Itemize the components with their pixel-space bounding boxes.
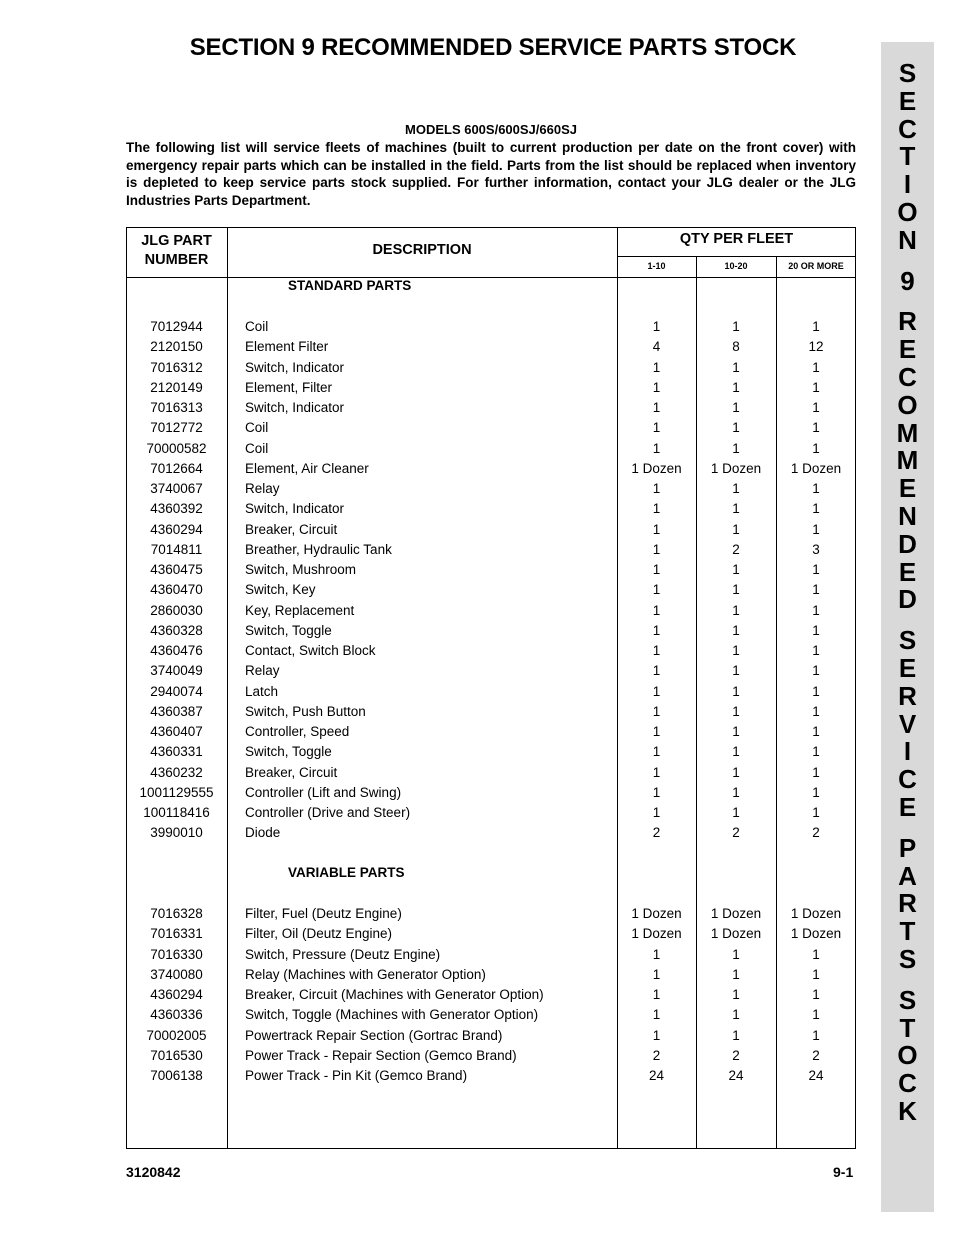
side-tab-letter: D <box>898 528 917 559</box>
qty-1-10-cell: 1 <box>652 541 661 557</box>
variable-parts-heading: VARIABLE PARTS <box>288 865 405 880</box>
side-tab-letter: O <box>897 1040 918 1071</box>
qty-20-or-more-cell: 24 <box>808 1068 824 1083</box>
qty-1-10-cell: 1 <box>652 440 661 456</box>
part-number-cell: 4360470 <box>150 582 203 598</box>
qty-1-10-cell: 1 <box>652 562 661 577</box>
description-cell: Switch, Toggle <box>245 744 332 760</box>
qty-1-10-cell: 1 <box>652 1007 661 1023</box>
description-cell: Switch, Indicator <box>245 501 345 517</box>
qty-20-or-more-cell: 1 <box>812 359 820 375</box>
description-cell: Relay <box>245 663 280 679</box>
table-row <box>126 1026 856 1046</box>
part-number-cell: 100118416 <box>143 805 210 820</box>
table-row <box>126 418 856 438</box>
qty-1-10-cell: 1 <box>652 683 661 699</box>
qty-1-10-cell: 1 Dozen <box>631 460 682 476</box>
qty-20-or-more-cell: 1 Dozen <box>790 460 842 476</box>
qty-10-20-cell: 1 <box>732 946 740 962</box>
part-number-cell: 2120149 <box>150 379 203 395</box>
table-row <box>126 580 856 600</box>
description-cell: Switch, Indicator <box>245 400 345 415</box>
qty-20-or-more-cell: 1 <box>812 1007 820 1023</box>
part-number-cell: 7012944 <box>150 319 203 334</box>
description-cell: Power Track - Pin Kit (Gemco Brand) <box>245 1068 468 1083</box>
part-number-cell: 4360336 <box>150 1007 203 1023</box>
part-number-cell: 4360328 <box>150 622 203 638</box>
qty-20-or-more-cell: 1 <box>812 966 820 982</box>
qty-10-20-cell: 1 <box>732 643 740 658</box>
description-cell: Element, Filter <box>245 379 333 395</box>
table-row <box>126 763 856 783</box>
description-cell: Coil <box>245 420 269 436</box>
qty-10-20-cell: 1 <box>732 379 740 395</box>
table-row <box>126 722 856 742</box>
description-cell: Coil <box>245 319 269 334</box>
description-cell: Switch, Pressure (Deutz Engine) <box>245 946 441 962</box>
qty-1-10-cell: 1 <box>652 744 661 760</box>
qty-10-20-cell: 8 <box>732 339 740 355</box>
qty-20-or-more-cell: 1 <box>812 582 820 598</box>
part-number-cell: 4360475 <box>150 562 203 577</box>
qty-10-20-cell: 1 <box>732 703 740 719</box>
part-number-cell: 1001129555 <box>139 784 214 800</box>
part-number-cell: 7016328 <box>150 906 203 921</box>
table-row <box>126 439 856 459</box>
part-number-cell: 3740049 <box>150 663 203 679</box>
side-tab-letter: 9 <box>900 265 915 296</box>
qty-1-10-cell: 24 <box>648 1068 665 1083</box>
part-number-cell: 2940074 <box>150 683 203 699</box>
qty-10-20-cell: 1 <box>732 319 740 334</box>
qty-10-20-cell: 1 <box>732 622 740 638</box>
qty-20-or-more-cell: 1 <box>812 744 820 760</box>
part-number-cell: 70002005 <box>146 1027 207 1043</box>
standard-parts-heading: STANDARD PARTS <box>288 278 412 293</box>
side-tab-letter: D <box>898 584 917 615</box>
description-cell: Switch, Mushroom <box>245 562 357 577</box>
qty-10-20-cell: 1 <box>732 521 740 537</box>
qty-10-20-cell: 1 <box>732 744 740 760</box>
section-side-tab <box>881 42 934 1212</box>
table-row <box>126 985 856 1005</box>
qty-1-10-cell: 1 <box>652 481 661 496</box>
side-tab-letter: R <box>898 306 917 337</box>
part-number-cell: 3740080 <box>150 966 203 982</box>
part-number-cell: 7016312 <box>150 359 203 375</box>
side-tab-letter: E <box>898 791 917 822</box>
description-cell: Switch, Indicator <box>245 359 345 375</box>
description-cell: Filter, Oil (Deutz Engine) <box>245 926 393 942</box>
side-tab-letter: C <box>898 113 917 144</box>
table-row <box>126 479 856 499</box>
qty-10-20-cell: 1 <box>732 582 740 598</box>
qty-1-10-cell: 1 <box>652 400 661 415</box>
qty-10-20-cell: 1 <box>732 359 740 375</box>
table-row <box>126 1005 856 1025</box>
table-row <box>126 742 856 762</box>
table-row <box>126 398 856 418</box>
table-row <box>126 1066 856 1086</box>
qty-20-or-more-cell: 1 <box>812 764 820 780</box>
side-tab-letter: C <box>898 764 917 795</box>
description-cell: Contact, Switch Block <box>245 643 376 658</box>
description-cell: Controller (Drive and Steer) <box>245 805 411 820</box>
qty-20-or-more-cell: 1 <box>812 784 820 800</box>
qty-10-20-cell: 1 <box>732 440 740 456</box>
qty-1-10-cell: 1 <box>652 946 661 962</box>
qty-1-10-cell: 1 <box>652 764 661 780</box>
part-number-cell: 3990010 <box>150 825 203 841</box>
description-cell: Filter, Fuel (Deutz Engine) <box>245 906 402 921</box>
qty-10-20-cell: 1 <box>732 683 740 699</box>
qty-20-or-more-cell: 1 <box>812 400 820 415</box>
qty-1-10-cell: 2 <box>652 1047 661 1063</box>
qty-1-10-cell: 1 <box>652 784 661 800</box>
models-heading: MODELS 600S/600SJ/660SJ <box>405 122 577 137</box>
table-row <box>126 520 856 540</box>
table-row <box>126 661 856 681</box>
side-tab-letter: M <box>896 445 919 476</box>
part-number-cell: 3740067 <box>150 481 203 496</box>
part-number-cell: 7014811 <box>150 541 203 557</box>
table-row <box>126 641 856 661</box>
description-cell: Switch, Toggle (Machines with Generator Option) <box>245 1007 539 1023</box>
qty-1-10-cell: 1 Dozen <box>631 906 682 921</box>
qty-1-10-cell: 1 <box>652 359 661 375</box>
header-divider <box>617 256 856 257</box>
part-number-cell: 2120150 <box>150 339 203 355</box>
qty-20-or-more-cell: 1 <box>812 440 820 456</box>
part-number-cell: 7016313 <box>150 400 203 415</box>
qty-20-or-more-cell: 1 <box>812 501 820 517</box>
qty-1-10-cell: 1 <box>652 501 661 517</box>
qty-20-or-more-cell: 2 <box>812 825 820 841</box>
qty-1-10-cell: 1 <box>652 643 661 658</box>
qty-20-or-more-cell: 1 <box>812 1027 820 1043</box>
qty-10-20-cell: 1 Dozen <box>710 926 762 942</box>
qty-20-or-more-cell: 1 <box>812 319 820 334</box>
qty-10-20-cell: 1 <box>732 481 740 496</box>
table-row <box>126 621 856 641</box>
header-qty-1-10: 1-10 <box>647 261 666 271</box>
qty-10-20-cell: 1 <box>732 966 740 982</box>
qty-1-10-cell: 1 <box>652 724 661 739</box>
table-row <box>126 682 856 702</box>
qty-20-or-more-cell: 1 <box>812 724 820 739</box>
qty-20-or-more-cell: 1 <box>812 683 820 699</box>
description-cell: Switch, Push Button <box>245 703 366 719</box>
side-tab-letter: I <box>903 736 912 767</box>
side-tab-letter: N <box>898 224 917 255</box>
qty-20-or-more-cell: 1 <box>812 946 820 962</box>
qty-20-or-more-cell: 1 Dozen <box>790 926 842 942</box>
part-number-cell: 7012664 <box>150 460 203 476</box>
qty-10-20-cell: 1 <box>732 987 740 1002</box>
qty-20-or-more-cell: 1 <box>812 987 820 1002</box>
table-row <box>126 317 856 337</box>
qty-1-10-cell: 1 <box>652 319 661 334</box>
description-cell: Controller, Speed <box>245 724 350 739</box>
qty-20-or-more-cell: 1 <box>812 703 820 719</box>
qty-10-20-cell: 1 <box>732 784 740 800</box>
qty-1-10-cell: 1 <box>652 1027 661 1043</box>
document-number: 3120842 <box>126 1164 181 1180</box>
part-number-cell: 4360476 <box>150 643 203 658</box>
qty-1-10-cell: 1 <box>652 582 661 598</box>
part-number-cell: 4360407 <box>150 724 203 739</box>
table-row <box>126 783 856 803</box>
part-number-cell: 4360331 <box>150 744 203 760</box>
qty-1-10-cell: 1 <box>652 663 661 679</box>
description-cell: Powertrack Repair Section (Gortrac Brand) <box>245 1027 503 1043</box>
qty-20-or-more-cell: 1 <box>812 663 820 679</box>
description-cell: Switch, Key <box>245 582 316 598</box>
side-tab-letter: O <box>897 389 918 420</box>
qty-1-10-cell: 2 <box>652 825 661 841</box>
qty-1-10-cell: 1 <box>652 987 661 1002</box>
side-tab-letter: E <box>898 85 917 116</box>
side-tab-letter: R <box>898 680 917 711</box>
table-row <box>126 924 856 944</box>
qty-10-20-cell: 2 <box>732 541 740 557</box>
part-number-cell: 7016530 <box>150 1047 203 1063</box>
qty-20-or-more-cell: 1 <box>812 602 820 618</box>
side-tab-letter: E <box>898 556 917 587</box>
description-cell: Relay <box>245 481 280 496</box>
qty-1-10-cell: 1 <box>652 805 661 820</box>
qty-1-10-cell: 1 <box>652 521 661 537</box>
part-number-cell: 7012772 <box>150 420 203 436</box>
description-cell: Switch, Toggle <box>245 622 332 638</box>
side-tab-letter: V <box>898 708 917 739</box>
part-number-cell: 70000582 <box>146 440 207 456</box>
description-cell: Relay (Machines with Generator Option) <box>245 966 486 982</box>
qty-1-10-cell: 1 <box>652 420 661 436</box>
table-row <box>126 459 856 479</box>
header-part-number: JLG PART NUMBER <box>141 233 212 268</box>
description-cell: Breaker, Circuit <box>245 521 338 537</box>
side-tab-letter: E <box>898 652 917 683</box>
page-title: SECTION 9 RECOMMENDED SERVICE PARTS STOCK <box>189 34 797 61</box>
table-row <box>126 702 856 722</box>
table-row <box>126 499 856 519</box>
qty-10-20-cell: 24 <box>728 1068 744 1083</box>
part-number-cell: 4360294 <box>150 987 203 1002</box>
description-cell: Element, Air Cleaner <box>245 460 369 476</box>
side-tab-letter: A <box>898 860 917 891</box>
side-tab-letter: C <box>898 361 917 392</box>
side-tab-letter: N <box>898 500 917 531</box>
qty-20-or-more-cell: 1 <box>812 643 820 658</box>
description-cell: Controller (Lift and Swing) <box>245 784 402 800</box>
qty-1-10-cell: 1 <box>652 602 661 618</box>
qty-20-or-more-cell: 3 <box>812 541 820 557</box>
side-tab-letter: C <box>898 1068 917 1099</box>
description-cell: Latch <box>245 683 279 699</box>
parts-table <box>126 227 856 1149</box>
description-cell: Element Filter <box>245 339 329 355</box>
side-tab-letter: S <box>898 58 917 88</box>
qty-20-or-more-cell: 2 <box>812 1047 820 1063</box>
qty-1-10-cell: 4 <box>652 339 661 355</box>
table-row <box>126 904 856 924</box>
table-row <box>126 601 856 621</box>
header-qty-20-or-more: 20 OR MORE <box>788 261 844 271</box>
side-tab-letter: E <box>898 473 917 504</box>
table-row <box>126 358 856 378</box>
part-number-cell: 2860030 <box>150 602 203 618</box>
side-tab-letter: O <box>897 196 918 227</box>
side-tab-text <box>881 60 934 1126</box>
qty-10-20-cell: 1 <box>732 1027 740 1043</box>
qty-20-or-more-cell: 1 <box>812 521 820 537</box>
side-tab-letter: R <box>898 888 917 919</box>
header-divider <box>126 277 856 278</box>
description-cell: Coil <box>245 440 269 456</box>
side-tab-letter: M <box>896 417 919 448</box>
side-tab-letter: T <box>899 1012 916 1043</box>
qty-20-or-more-cell: 1 <box>812 622 820 638</box>
intro-paragraph: The following list will service fleets of machines (built to current production per date on the front cover) with emergency repair parts which can be installed in the field. Parts from the list should be replaced when inventory is depleted to keep service parts stock supplied. For further information, contact your JLG dealer or the JLG Industries Parts Department. <box>126 140 856 208</box>
description-cell: Key, Replacement <box>245 602 355 618</box>
part-number-cell: 4360387 <box>150 703 203 719</box>
part-number-cell: 7016331 <box>150 926 203 942</box>
qty-10-20-cell: 1 <box>732 805 740 820</box>
part-number-cell: 7016330 <box>150 946 203 962</box>
qty-10-20-cell: 1 <box>732 501 740 517</box>
table-row <box>126 823 856 843</box>
description-cell: Power Track - Repair Section (Gemco Brand) <box>245 1047 517 1063</box>
qty-10-20-cell: 1 <box>732 562 740 577</box>
description-cell: Breaker, Circuit <box>245 764 338 780</box>
qty-10-20-cell: 1 <box>732 400 740 415</box>
table-row <box>126 803 856 823</box>
qty-10-20-cell: 2 <box>732 825 740 841</box>
table-row <box>126 945 856 965</box>
part-number-cell: 4360232 <box>150 764 203 780</box>
qty-1-10-cell: 1 Dozen <box>631 926 682 942</box>
qty-1-10-cell: 1 <box>652 622 661 638</box>
side-tab-letter: I <box>903 169 912 200</box>
description-cell: Breather, Hydraulic Tank <box>245 541 392 557</box>
part-number-cell: 7006138 <box>150 1068 203 1083</box>
qty-20-or-more-cell: 1 <box>812 481 820 496</box>
table-row <box>126 540 856 560</box>
side-tab-letter: P <box>898 832 917 863</box>
qty-1-10-cell: 1 <box>652 703 661 719</box>
qty-10-20-cell: 1 Dozen <box>710 460 762 476</box>
qty-10-20-cell: 1 Dozen <box>710 906 762 921</box>
qty-10-20-cell: 1 <box>732 602 740 618</box>
side-tab-letter: T <box>899 141 916 172</box>
side-tab-letter: T <box>899 916 916 947</box>
qty-20-or-more-cell: 12 <box>808 339 824 355</box>
header-qty-10-20: 10-20 <box>724 261 748 271</box>
qty-10-20-cell: 2 <box>732 1047 740 1063</box>
header-description: DESCRIPTION <box>372 242 472 258</box>
qty-20-or-more-cell: 1 <box>812 805 820 820</box>
description-cell: Breaker, Circuit (Machines with Generator Option) <box>245 987 544 1002</box>
qty-20-or-more-cell: 1 Dozen <box>790 906 842 921</box>
qty-10-20-cell: 1 <box>732 420 740 436</box>
side-tab-letter: E <box>898 334 917 365</box>
table-row <box>126 560 856 580</box>
qty-10-20-cell: 1 <box>732 724 740 739</box>
table-row <box>126 337 856 357</box>
table-row <box>126 378 856 398</box>
page-number: 9-1 <box>833 1164 854 1180</box>
table-row <box>126 1046 856 1066</box>
side-tab-letter: S <box>898 625 917 656</box>
side-tab-letter: K <box>898 1095 917 1126</box>
side-tab-letter: S <box>898 984 917 1015</box>
qty-10-20-cell: 1 <box>732 663 740 679</box>
side-tab-letter: S <box>898 943 917 974</box>
header-qty-per-fleet: QTY PER FLEET <box>679 231 794 247</box>
qty-10-20-cell: 1 <box>732 1007 740 1023</box>
qty-1-10-cell: 1 <box>652 966 661 982</box>
qty-10-20-cell: 1 <box>732 764 740 780</box>
qty-20-or-more-cell: 1 <box>812 420 820 436</box>
description-cell: Diode <box>245 825 281 841</box>
table-row <box>126 965 856 985</box>
qty-20-or-more-cell: 1 <box>812 379 820 395</box>
qty-20-or-more-cell: 1 <box>812 562 820 577</box>
qty-1-10-cell: 1 <box>652 379 661 395</box>
part-number-cell: 4360294 <box>150 521 203 537</box>
part-number-cell: 4360392 <box>150 501 203 517</box>
